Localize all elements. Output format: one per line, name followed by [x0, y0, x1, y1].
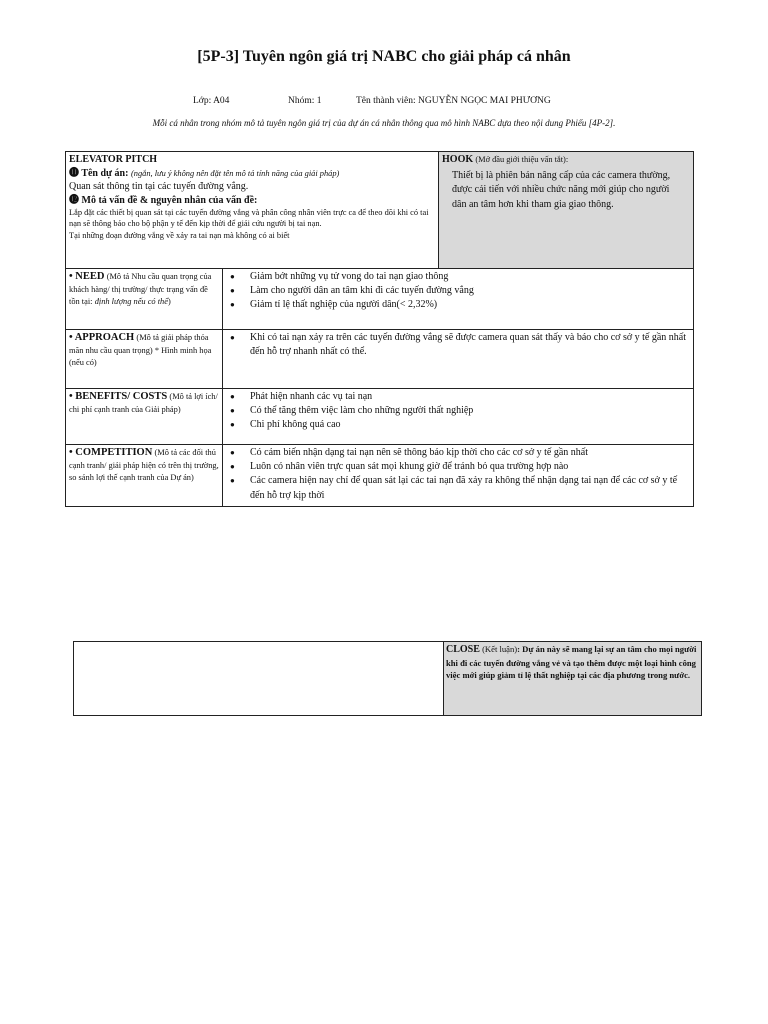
close-hint: (Kết luận): [482, 644, 518, 654]
project-name-hint: (ngắn, lưu ý không nên đặt tên mô tả tính năng của giải pháp): [130, 168, 340, 178]
problem-label: ⓬ Mô tả vấn đề & nguyên nhân của vấn đề: [69, 194, 255, 206]
benefits-item: ● Có thể tăng thêm việc làm cho những người thất nghiệp: [250, 404, 690, 418]
group-info: Nhóm: 1: [288, 96, 322, 106]
benefits-item: ● Chi phí không quá cao: [250, 418, 690, 432]
instruction-note: Mỗi cá nhân trong nhóm mô tả tuyên ngôn giá trị của dự án cá nhân thông qua mô hình NABC dựa theo nội dung Phiếu [4P-2].: [152, 118, 616, 128]
competition-item: ● Luôn có nhân viên trực quan sát mọi khung giờ để tránh bỏ qua trường hợp nào: [250, 460, 690, 474]
nabc-table: [65, 151, 694, 507]
competition-row: [66, 445, 694, 507]
elevator-pitch-cell: ELEVATOR PITCH ⓫ Tên dự án: (ngắn, lưu ý không nên đặt tên mô tả tính năng của giải pháp) Quan sát thông tin tại các tuyến đường vắng. ⓬ Mô tả vấn đề & nguyên nhân của vấn đề: Lắp đặt các thiết bị quan sát tại các tuyến đường vắng và phân công nhân viên trực ca để theo dõi khi có tai nạn sẽ thông báo cho bộ phận y tế đến kịp thời để giải cứu người bị tai nạn. Tại những đoạn đường vắng về xảy ra tai nạn mà không có ai biết: [66, 152, 439, 269]
need-hint: (Mô tả Nhu cầu quan trọng của khách hàng/ thị trường/ thực trạng vấn đề tồn tại:: [69, 272, 212, 307]
elevator-pitch-header: ELEVATOR PITCH: [69, 154, 158, 165]
benefits-hint: (Mô tả lợi ích/ chi phí cạnh tranh của Giải pháp): [69, 392, 218, 415]
class-info: Lớp: A04: [193, 96, 230, 106]
approach-item: ● Khi có tai nạn xảy ra trên các tuyến đường vắng sẽ được camera quan sát thấy và báo cho cơ sở y tế gần nhất đến hỗ trợ nhanh nhất có thể.: [250, 331, 690, 359]
hook-label: HOOK: [442, 154, 474, 165]
problem-text: Lắp đặt các thiết bị quan sát tại các tuyến đường vắng và phân công nhân viên trực ca để theo dõi khi có tai nạn sẽ thông báo cho bộ phận y tế đến kịp thời để giải cứu người bị tai nạn.: [69, 208, 429, 229]
need-item: ● Làm cho người dân an tâm khi đi các tuyến đường vắng: [250, 284, 690, 298]
benefits-item: ● Phát hiện nhanh các vụ tai nạn: [250, 390, 690, 404]
close-empty-cell: [74, 642, 444, 716]
hook-cell: [439, 152, 694, 269]
need-hint-italic: định lượng nếu có thể: [94, 297, 168, 307]
need-label: • NEED: [69, 271, 105, 282]
close-label: CLOSE: [446, 644, 480, 655]
approach-label: • APPROACH: [69, 332, 135, 343]
hook-hint: (Mở đầu giới thiệu vấn tắt):: [475, 155, 569, 164]
close-table: [73, 641, 702, 716]
competition-item: ● Có cảm biến nhận dạng tai nạn nên sẽ thông báo kịp thời cho các cơ sở y tế gần nhất: [250, 446, 690, 460]
need-item: ● Giảm tỉ lệ thất nghiệp của người dân(< 2,32%): [250, 298, 690, 312]
member-info: Tên thành viên: NGUYỄN NGỌC MAI PHƯƠNG: [356, 96, 551, 106]
project-name-label: ⓫ Tên dự án: [69, 167, 126, 179]
benefits-row: [66, 389, 694, 445]
approach-hint: (Mô tả giải pháp thỏa mãn nhu cầu quan trọng) * Hình minh họa (nếu có): [69, 333, 212, 368]
need-hint-tail: ): [167, 297, 171, 307]
benefits-label: • BENEFITS/ COSTS: [69, 391, 168, 402]
close-cell: [444, 642, 702, 716]
close-text: : Dự án này sẽ mang lại sự an tâm cho mọi người khi đi các tuyến đường vắng vẻ và tạo thêm được một loại hình công việc mới giúp giảm tỉ lệ thất nghiệp tại các địa phương trong nước.: [446, 644, 697, 681]
need-item: ● Giảm bớt những vụ tử vong do tai nạn giao thông: [250, 270, 690, 284]
competition-item: ● Các camera hiện nay chỉ để quan sát lại các tai nạn đã xảy ra không thể nhận dạng tai nạn để các cơ sở y tế đến hỗ trợ kịp thời: [250, 474, 690, 502]
project-name-value: Quan sát thông tin tại các tuyến đường vắng.: [69, 181, 249, 192]
problem-text-2: Tại những đoạn đường vắng về xảy ra tai nạn mà không có ai biết: [69, 230, 290, 240]
page-title: [5P-3] Tuyên ngôn giá trị NABC cho giải pháp cá nhân: [197, 48, 571, 65]
competition-label: • COMPETITION: [69, 447, 153, 458]
hook-text: Thiết bị là phiên bản nâng cấp của các camera thường, được cải tiến với nhiều chức năng mới giúp cho người dân an tâm hơn khi tham gia giao thông.: [452, 169, 671, 210]
approach-row: [66, 330, 694, 389]
competition-hint: (Mô tả các đối thủ cạnh tranh/ giải pháp hiện có trên thị trường, so sánh lợi thế cạnh tranh của Dự án): [69, 448, 219, 483]
need-row: [66, 269, 694, 330]
